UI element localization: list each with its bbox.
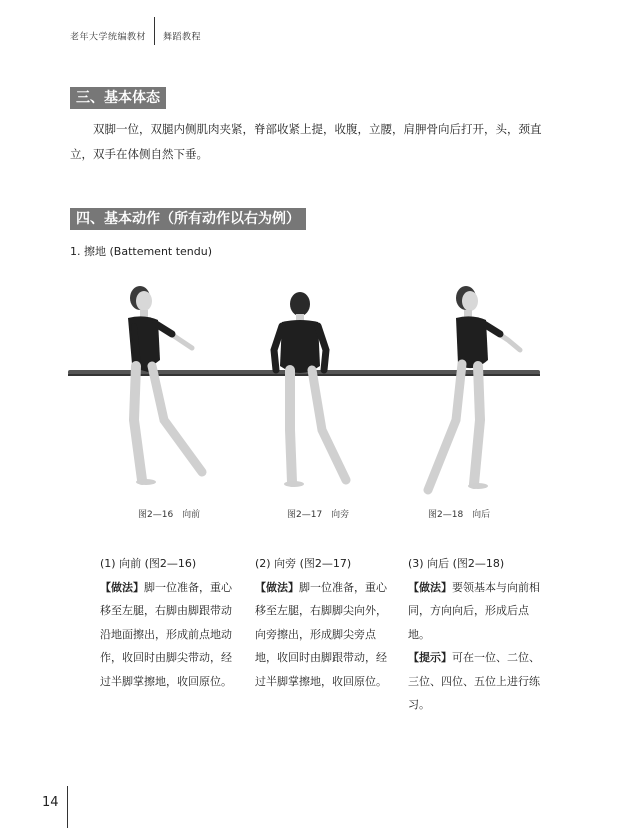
posture-paragraph: 双脚一位，双腿内侧肌肉夹紧，脊部收紧上提，收腹，立腰，肩胛骨向后打开，头，颈直立，双手在体侧自然下垂。 [70,122,542,161]
column-body [408,576,548,647]
column-body [255,576,395,694]
tip-label: 【提示】 [408,651,452,664]
figure-caption-2: 图2—17 向旁 [287,510,350,520]
figure-caption-3: 图2—18 向后 [428,510,491,520]
subsection-heading: 1. 擦地 (Battement tendu) [70,245,213,258]
dancer-side-figure [274,292,346,487]
figure-caption-1: 图2—16 向前 [138,510,201,520]
column-side [255,552,395,693]
header-series: 老年大学统编教材 [70,32,147,43]
tip-text: 可在一位、二位、三位、四位、五位上进行练习。 [408,651,540,711]
section-title-posture: 三、基本体态 [70,87,166,109]
page-number-rule [67,786,68,828]
header-book: 舞蹈教程 [163,32,202,43]
running-header [70,23,201,51]
column-tip [408,646,548,717]
section-title-movements: 四、基本动作（所有动作以右为例） [70,208,306,230]
column-heading: (3) 向后 (图2—18) [408,557,505,570]
dancer-back-figure [428,286,520,490]
method-label: 【做法】 [408,580,452,594]
column-heading: (1) 向前 (图2—16) [100,557,197,570]
method-text: 脚一位准备，重心移至左腿，右脚由脚跟带动沿地面擦出，形成前点地动作，收回时由脚尖带动，经过半脚掌擦地，收回原位。 [100,580,232,688]
method-text: 脚一位准备，重心移至左腿，右脚脚尖向外，向旁擦出，形成脚尖旁点地，收回时由脚跟带动，经过半脚掌擦地，收回原位。 [255,580,387,688]
header-divider [154,17,155,45]
method-text: 要领基本与向前相同，方向向后，形成后点地。 [408,580,540,641]
column-back [408,552,548,717]
barre-exercise-photo [60,270,580,510]
dancer-front-figure [128,286,202,485]
column-heading: (2) 向旁 (图2—17) [255,557,352,570]
method-label: 【做法】 [255,580,299,594]
column-front [100,552,240,693]
column-body [100,576,240,694]
page-number: 14 [42,795,59,810]
method-label: 【做法】 [100,580,144,594]
